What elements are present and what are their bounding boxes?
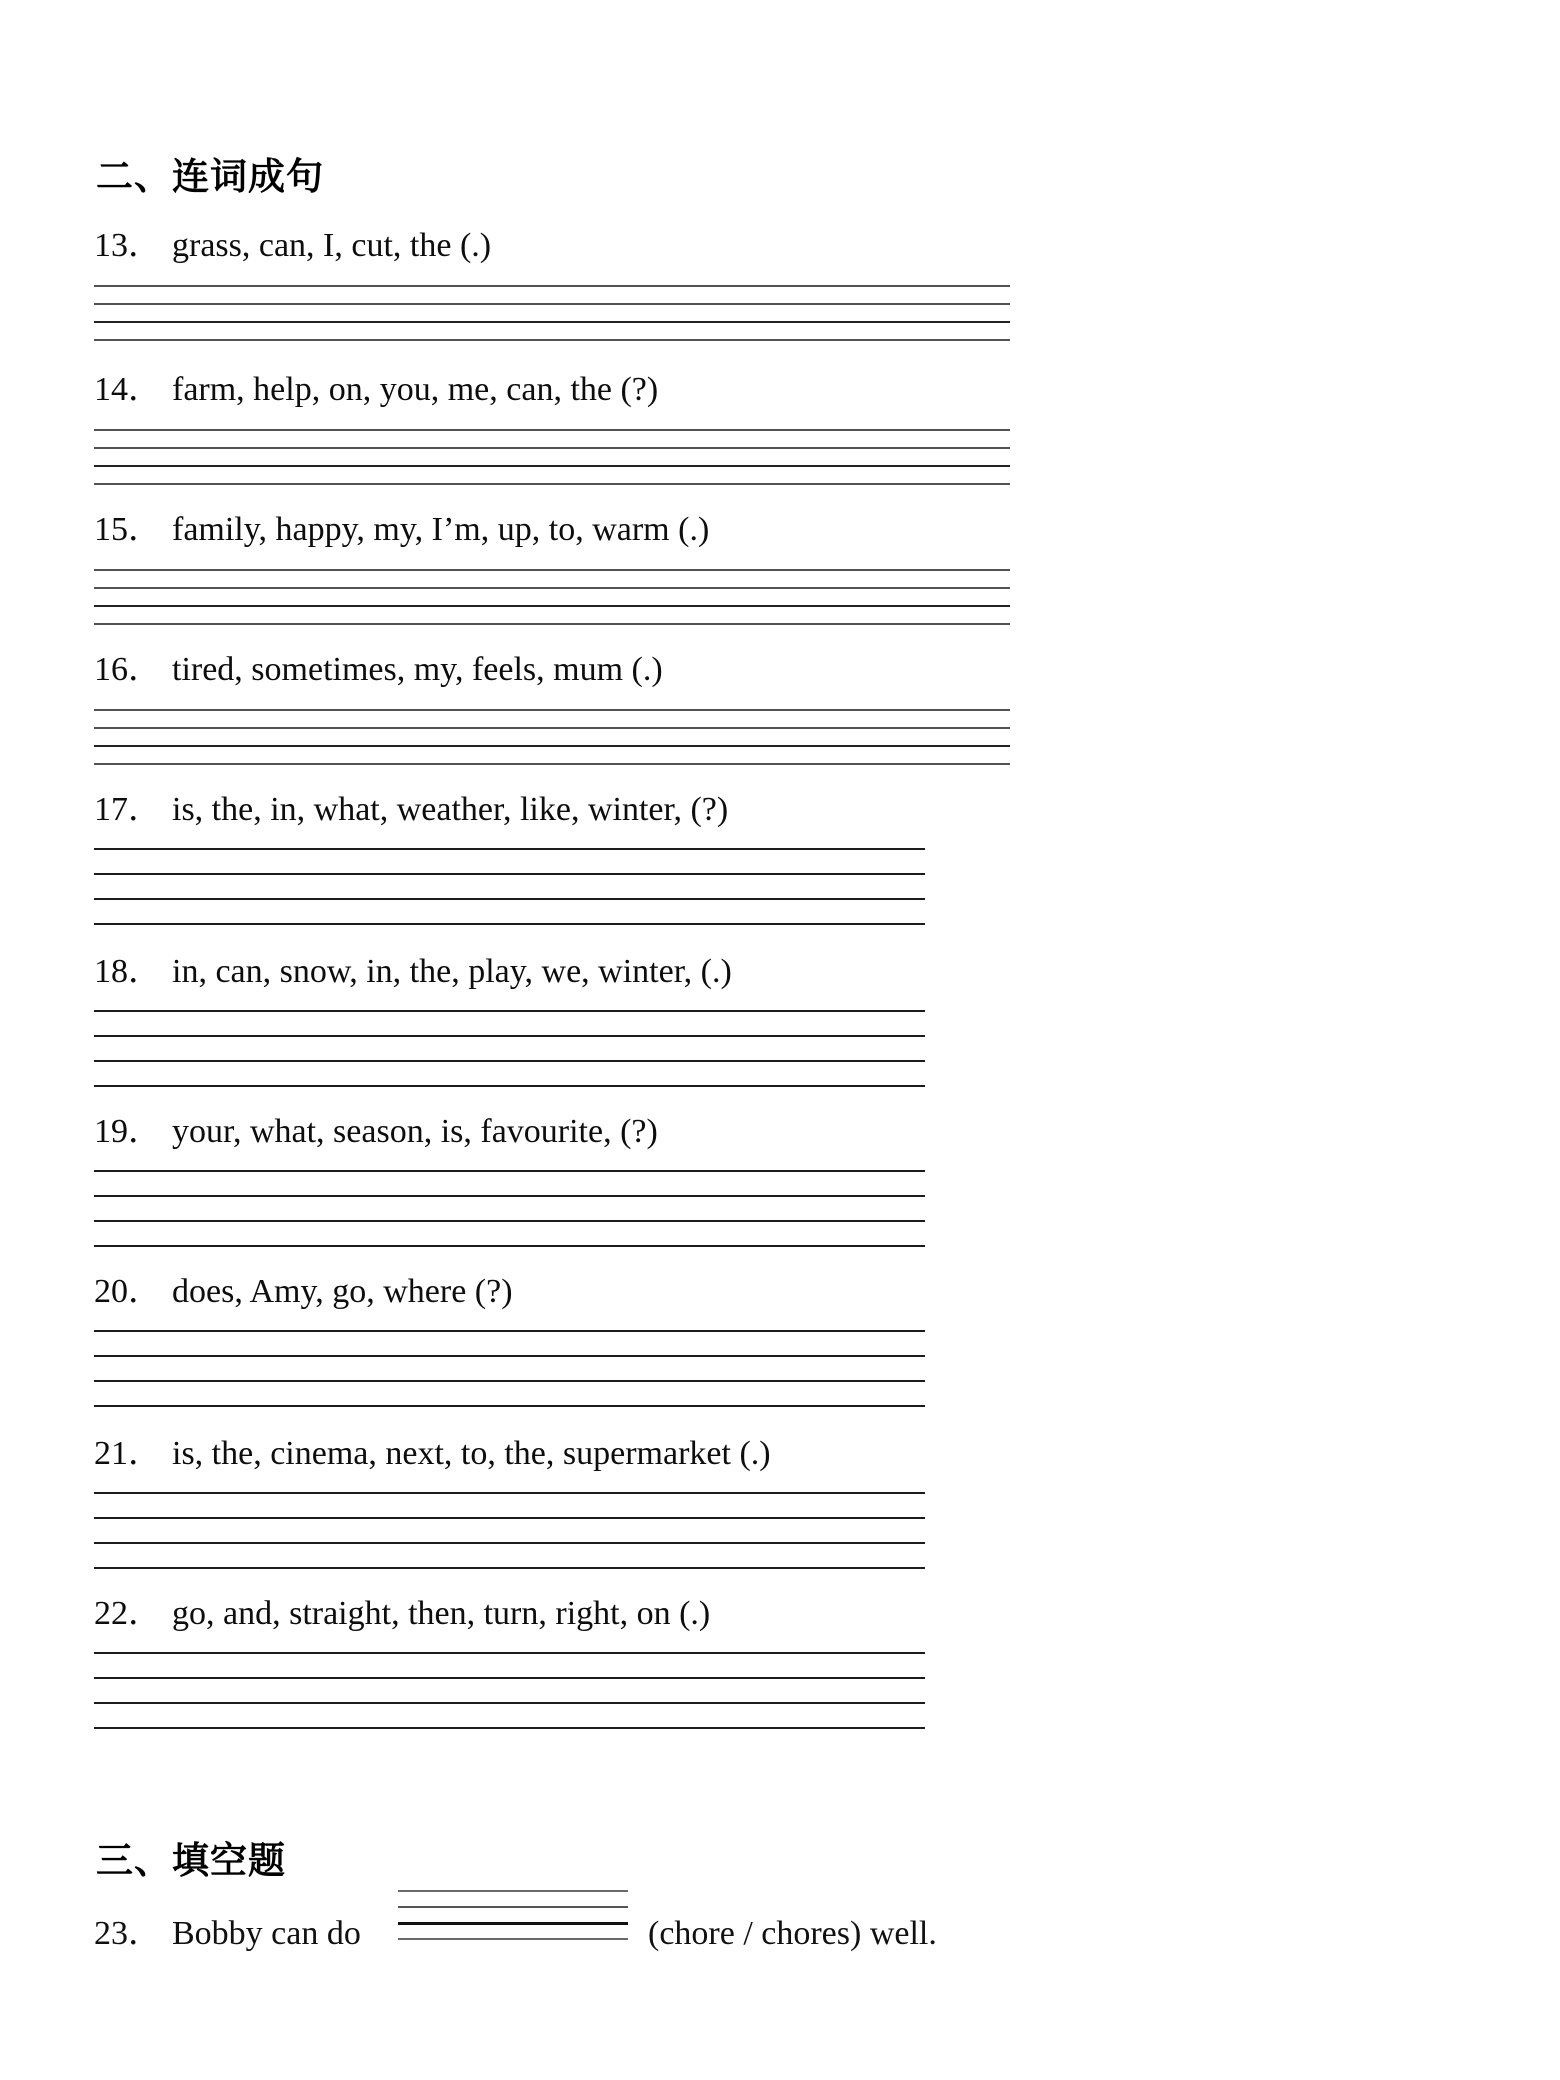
- answer-line: [94, 1170, 925, 1172]
- question-line: [94, 1270, 925, 1314]
- question-line: [94, 950, 925, 994]
- question-item-17: [94, 788, 925, 948]
- answer-line: [94, 483, 1010, 485]
- answer-line: [94, 709, 1010, 711]
- question-line: [94, 1110, 925, 1154]
- blank-line: [398, 1906, 628, 1908]
- answer-area: [94, 709, 1010, 765]
- answer-area: [94, 1330, 925, 1407]
- blank-line: [398, 1922, 628, 1925]
- fill-blank-lines: [398, 1890, 628, 1954]
- answer-line: [94, 447, 1010, 449]
- answer-area: [94, 569, 1010, 625]
- question-number: 18．: [94, 953, 162, 990]
- question-item-16: [94, 648, 1010, 781]
- answer-line: [94, 745, 1010, 747]
- answer-line: [94, 303, 1010, 305]
- answer-line: [94, 898, 925, 900]
- answer-line: [94, 1330, 925, 1332]
- answer-line: [94, 623, 1010, 625]
- question-item-19: [94, 1110, 925, 1270]
- question-number: 17．: [94, 791, 162, 828]
- answer-line: [94, 923, 925, 925]
- answer-line: [94, 429, 1010, 431]
- answer-line: [94, 587, 1010, 589]
- question-number: 14．: [94, 371, 162, 408]
- answer-line: [94, 1010, 925, 1012]
- answer-line: [94, 1380, 925, 1382]
- answer-line: [94, 727, 1010, 729]
- question-number: 21．: [94, 1435, 162, 1472]
- answer-line: [94, 1492, 925, 1494]
- question-text: tired, sometimes, my, feels, mum (.): [172, 651, 663, 688]
- answer-line: [94, 873, 925, 875]
- answer-area: [94, 285, 1010, 341]
- answer-line: [94, 1035, 925, 1037]
- question-item-22: [94, 1592, 925, 1752]
- answer-line: [94, 605, 1010, 607]
- question-item-14: [94, 368, 1010, 501]
- answer-area: [94, 429, 1010, 485]
- question-number: 20．: [94, 1273, 162, 1310]
- answer-area: [94, 1652, 925, 1729]
- question-number: 23．: [94, 1915, 162, 1952]
- answer-area: [94, 1010, 925, 1087]
- blank-line: [398, 1890, 628, 1892]
- section3-title: 三、填空题: [96, 1840, 286, 1881]
- question-number: 22．: [94, 1595, 162, 1632]
- answer-line: [94, 1355, 925, 1357]
- answer-line: [94, 285, 1010, 287]
- answer-line: [94, 1702, 925, 1704]
- answer-area: [94, 1492, 925, 1569]
- blank-line: [398, 1938, 628, 1940]
- answer-area: [94, 1170, 925, 1247]
- question-line: [94, 224, 1010, 268]
- answer-line: [94, 1677, 925, 1679]
- answer-line: [94, 339, 1010, 341]
- question-number: 13．: [94, 227, 162, 264]
- question-text-before: Bobby can do: [172, 1915, 361, 1952]
- question-text: farm, help, on, you, me, can, the (?): [172, 371, 659, 408]
- answer-line: [94, 321, 1010, 323]
- question-text: family, happy, my, I’m, up, to, warm (.): [172, 511, 710, 548]
- answer-line: [94, 569, 1010, 571]
- answer-line: [94, 1542, 925, 1544]
- question-text: your, what, season, is, favourite, (?): [172, 1113, 658, 1150]
- question-text: does, Amy, go, where (?): [172, 1273, 513, 1310]
- question-text: in, can, snow, in, the, play, we, winter, (.): [172, 953, 732, 990]
- answer-line: [94, 1405, 925, 1407]
- question-line: [94, 788, 925, 832]
- section2-title: 二、连词成句: [96, 156, 324, 197]
- answer-line: [94, 1085, 925, 1087]
- answer-line: [94, 1195, 925, 1197]
- answer-line: [94, 763, 1010, 765]
- answer-line: [94, 848, 925, 850]
- question-line: [94, 1592, 925, 1636]
- question-text-after: (chore / chores) well.: [648, 1915, 937, 1952]
- question-text: is, the, in, what, weather, like, winter, (?): [172, 791, 729, 828]
- answer-line: [94, 1220, 925, 1222]
- question-line: [94, 648, 1010, 692]
- question-line: [94, 508, 1010, 552]
- question-item-23: [94, 1890, 1194, 1980]
- question-item-13: [94, 224, 1010, 357]
- question-number: 15．: [94, 511, 162, 548]
- question-number: 16．: [94, 651, 162, 688]
- answer-line: [94, 1652, 925, 1654]
- question-item-20: [94, 1270, 925, 1430]
- question-item-21: [94, 1432, 925, 1592]
- question-number: 19．: [94, 1113, 162, 1150]
- answer-area: [94, 848, 925, 925]
- question-line: [94, 1912, 361, 1956]
- answer-line: [94, 465, 1010, 467]
- answer-line: [94, 1567, 925, 1569]
- answer-line: [94, 1727, 925, 1729]
- question-item-18: [94, 950, 925, 1110]
- answer-line: [94, 1245, 925, 1247]
- question-text: go, and, straight, then, turn, right, on (.): [172, 1595, 711, 1632]
- answer-line: [94, 1060, 925, 1062]
- question-line: [94, 368, 1010, 412]
- question-item-15: [94, 508, 1010, 641]
- question-line: [94, 1432, 925, 1476]
- answer-line: [94, 1517, 925, 1519]
- question-text: is, the, cinema, next, to, the, supermarket (.): [172, 1435, 771, 1472]
- question-text: grass, can, I, cut, the (.): [172, 227, 492, 264]
